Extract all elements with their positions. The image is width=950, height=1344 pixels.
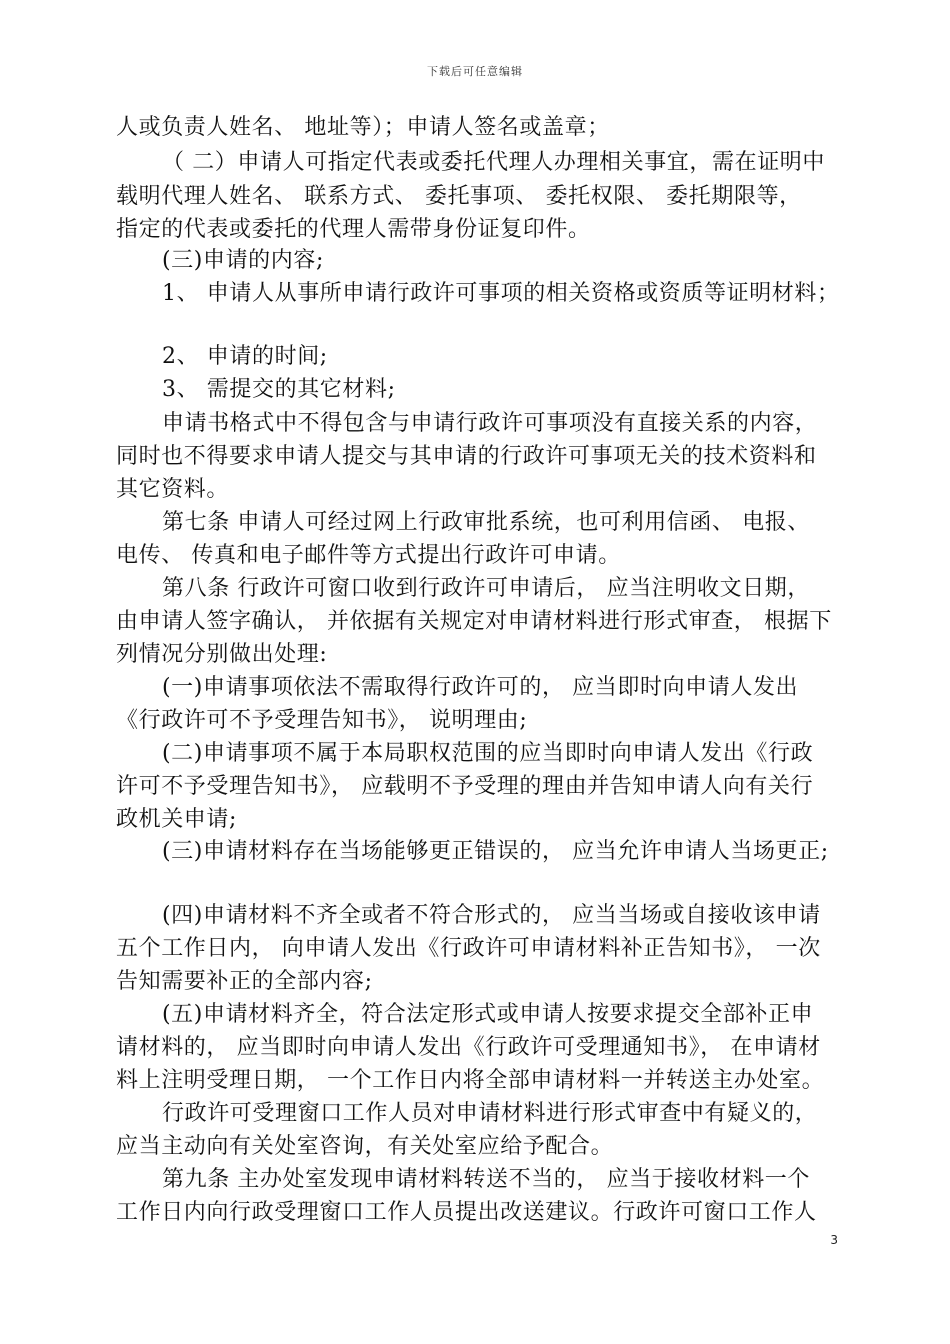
text-line: （ 二）申请人可指定代表或委托代理人办理相关事宜，需在证明中 [162, 150, 825, 175]
text-line: 电传、 传真和电子邮件等方式提出行政许可申请。 [116, 543, 621, 568]
text-line: 五个工作日内， 向申请人发出《行政许可申请材料补正告知书》， 一次 [116, 936, 821, 961]
text-line: 应当主动向有关处室咨询，有关处室应给予配合。 [116, 1134, 614, 1159]
text-line: 《行政许可不予受理告知书》， 说明理由; [116, 708, 528, 733]
text-line: (二)申请事项不属于本局职权范围的应当即时向申请人发出《行政 [162, 741, 814, 766]
text-line: 料上注明受理日期， 一个工作日内将全部申请材料一并转送主办处室。 [116, 1068, 825, 1093]
text-line: 第九条 主办处室发现申请材料转送不当的， 应当于接收材料一个 [162, 1167, 810, 1192]
text-line: (一)申请事项依法不需取得行政许可的， 应当即时向申请人发出 [162, 675, 799, 700]
text-line: (三)申请的内容; [162, 248, 324, 273]
page-header: 下载后可任意编辑 [427, 65, 523, 78]
text-line: (五)申请材料齐全，符合法定形式或申请人按要求提交全部补正申 [162, 1002, 814, 1027]
text-line: 第八条 行政许可窗口收到行政许可申请后， 应当注明收文日期， [162, 576, 810, 601]
text-line: 1、 申请人从事所申请行政许可事项的相关资格或资质等证明材料； [162, 281, 840, 306]
text-line: 政机关申请; [116, 807, 238, 832]
text-line: 工作日内向行政受理窗口工作人员提出改送建议。行政许可窗口工作人 [116, 1200, 817, 1225]
text-line: 载明代理人姓名、 联系方式、 委托事项、 委托权限、 委托期限等， [116, 184, 802, 209]
text-line: 2、 申请的时间; [162, 344, 328, 369]
text-line: 行政许可受理窗口工作人员对申请材料进行形式审查中有疑义的， [162, 1101, 818, 1126]
text-line: 指定的代表或委托的代理人需带身份证复印件。 [116, 217, 591, 242]
text-line: 人或负责人姓名、 地址等）；申请人签名或盖章； [116, 115, 610, 140]
text-line: 同时也不得要求申请人提交与其申请的行政许可事项无关的技术资料和 [116, 444, 817, 469]
text-line: 列情况分别做出处理: [116, 642, 328, 667]
text-line: 由申请人签字确认， 并依据有关规定对申请材料进行形式审查， 根据下 [116, 609, 832, 634]
page-number: 3 [830, 1233, 838, 1247]
text-line: 告知需要补正的全部内容; [116, 969, 373, 994]
text-line: 其它资料。 [116, 477, 230, 502]
text-line: 第七条 申请人可经过网上行政审批系统，也可利用信函、 电报、 [162, 510, 810, 535]
text-line: (四)申请材料不齐全或者不符合形式的， 应当当场或自接收该申请 [162, 903, 821, 928]
text-line: 请材料的， 应当即时向申请人发出《行政许可受理通知书》， 在申请材 [116, 1035, 821, 1060]
text-line: (三)申请材料存在当场能够更正错误的， 应当允许申请人当场更正; [162, 839, 829, 864]
text-line: 许可不予受理告知书》， 应载明不予受理的理由并告知申请人向有关行 [116, 774, 814, 799]
text-line: 3、 需提交的其它材料; [162, 377, 396, 402]
text-line: 申请书格式中不得包含与申请行政许可事项没有直接关系的内容， [162, 411, 818, 436]
